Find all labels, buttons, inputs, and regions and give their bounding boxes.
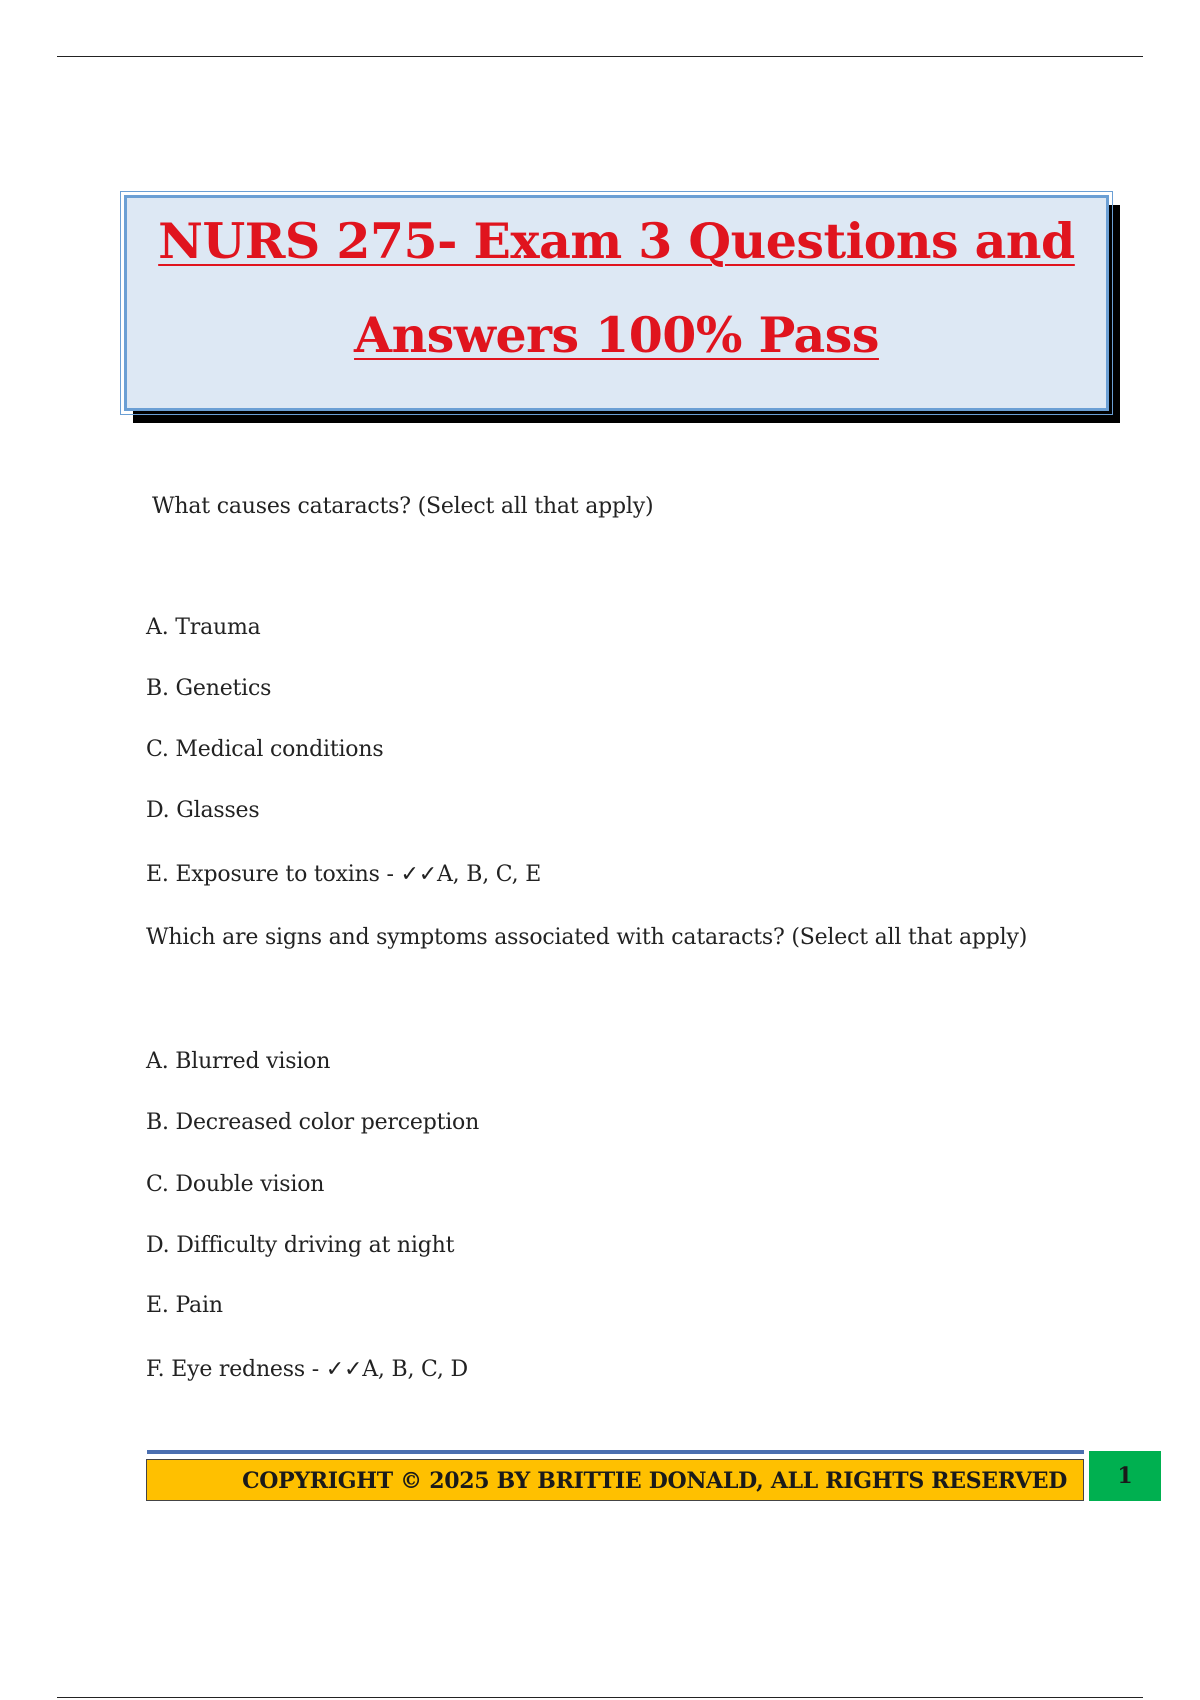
title-line-2 (127, 306, 1106, 364)
page-number-badge (1089, 1451, 1161, 1501)
question-1-option-c: C. Medical conditions (146, 737, 384, 762)
page-number: 1 (1117, 1463, 1133, 1489)
title-line-1 (127, 212, 1106, 270)
question-2-option-b: B. Decreased color perception (146, 1110, 480, 1135)
question-2-option-f-answer: F. Eye redness - ✓✓A, B, C, D (146, 1357, 468, 1382)
title-box (124, 195, 1109, 411)
question-1-option-b: B. Genetics (146, 676, 272, 701)
question-1-option-d: D. Glasses (146, 798, 260, 823)
copyright-bar (146, 1459, 1084, 1501)
bottom-rule (57, 1697, 1143, 1698)
question-2-option-e: E. Pain (146, 1293, 223, 1318)
question-1-option-e-answer: E. Exposure to toxins - ✓✓A, B, C, E (146, 862, 542, 887)
question-2-option-d: D. Difficulty driving at night (146, 1233, 455, 1258)
copyright-text: COPYRIGHT © 2025 BY BRITTIE DONALD, ALL RIGHTS RESERVED (242, 1468, 1067, 1494)
top-rule (57, 56, 1143, 57)
question-1-option-a: A. Trauma (146, 615, 261, 640)
title-line-2-text: Answers 100% Pass (354, 306, 879, 364)
question-2-prompt: Which are signs and symptoms associated with cataracts? (Select all that apply) (146, 925, 1028, 950)
title-line-1-text: NURS 275- Exam 3 Questions and (158, 212, 1075, 270)
question-2-option-a: A. Blurred vision (146, 1049, 331, 1074)
footer-rule (147, 1450, 1084, 1454)
question-2-option-c: C. Double vision (146, 1172, 325, 1197)
question-1-prompt: What causes cataracts? (Select all that apply) (152, 494, 654, 519)
